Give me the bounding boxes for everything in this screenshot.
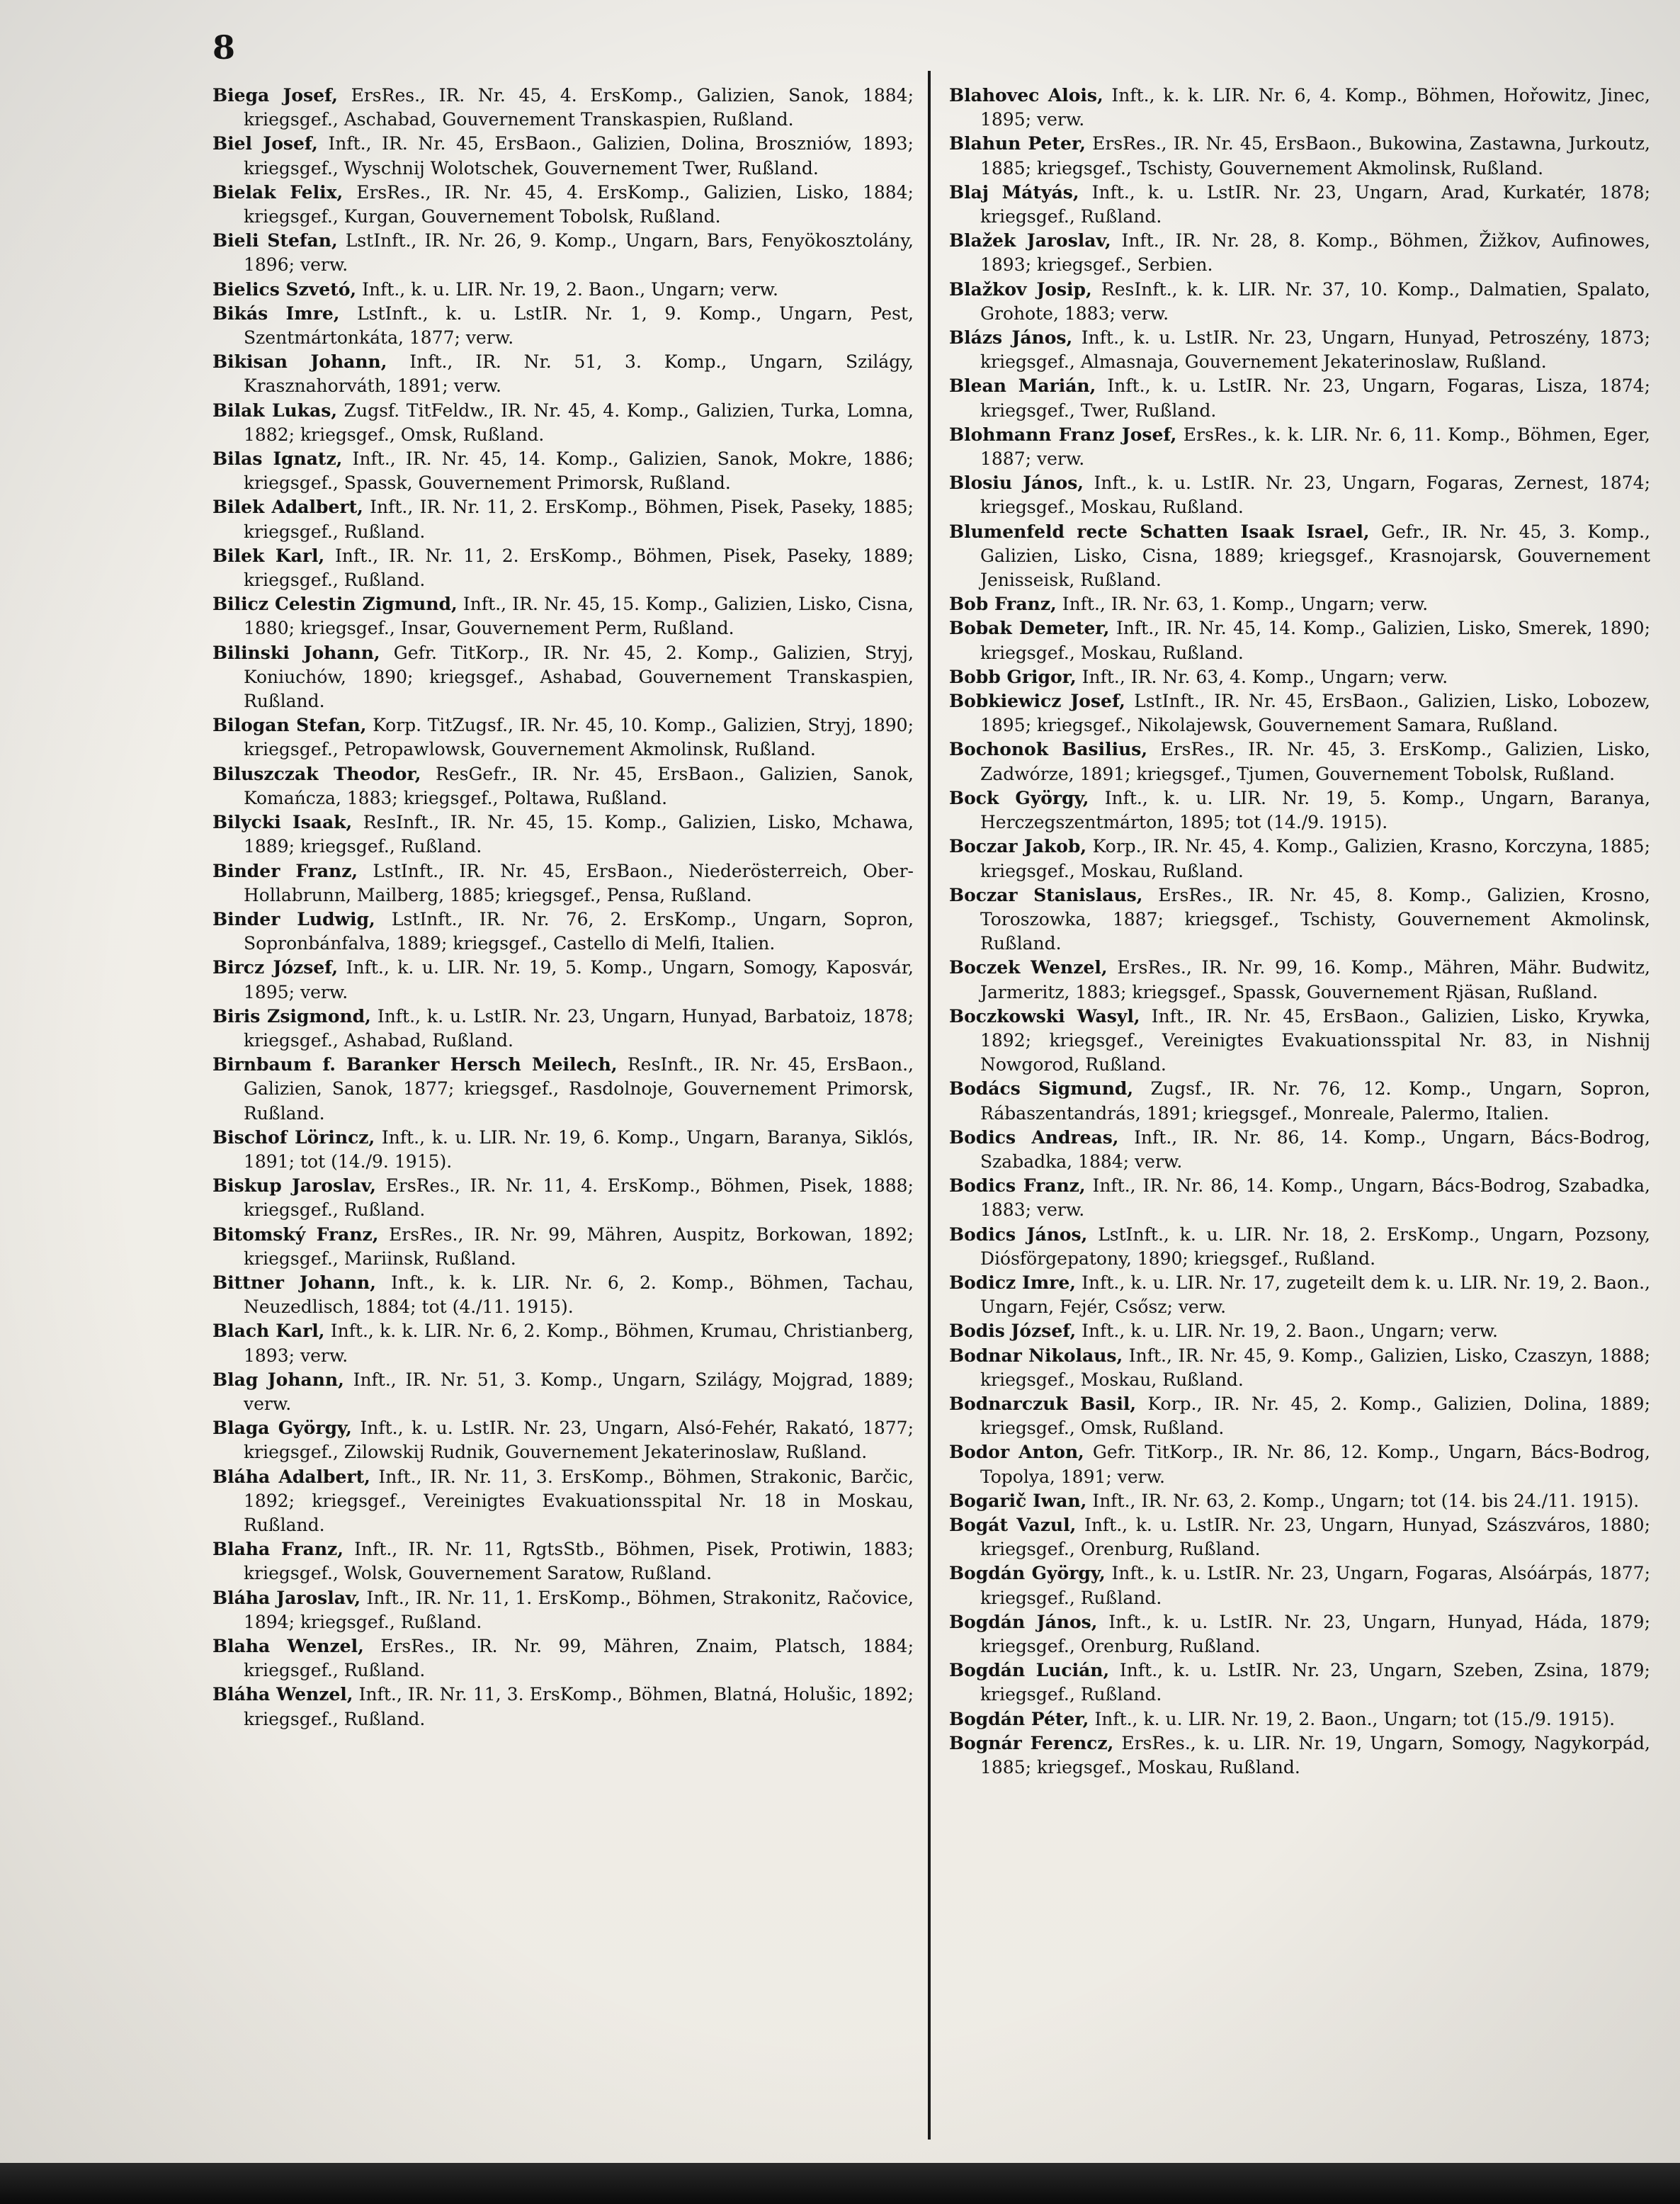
entry-name: Bodics Franz, bbox=[949, 1175, 1086, 1197]
entry-details: Inft., IR. Nr. 63, 1. Komp., Ungarn; verw. bbox=[1056, 594, 1429, 615]
entry-name: Blosiu János, bbox=[949, 473, 1084, 494]
register-entry bbox=[949, 1561, 1650, 1610]
entry-details: Inft., k. k. LIR. Nr. 6, 2. Komp., Böhmen, Krumau, Christianberg, 1893; verw. bbox=[244, 1321, 914, 1366]
register-entry bbox=[212, 229, 914, 277]
entry-name: Biris Zsigmond, bbox=[212, 1005, 371, 1027]
register-entry bbox=[949, 592, 1650, 616]
register-entry bbox=[949, 1610, 1650, 1658]
entry-name: Bilek Karl, bbox=[212, 545, 325, 566]
register-entry bbox=[949, 132, 1650, 180]
entry-details: LstInft., IR. Nr. 45, ErsBaon., Galizien, Lisko, Lobozew, 1895; kriegsgef., Nikolajewsk, Gouvernement Samara, Rußland. bbox=[980, 691, 1650, 736]
entry-details: ResInft., IR. Nr. 45, ErsBaon., Galizien, Sanok, 1877; kriegsgef., Rasdolnoje, Gouvernement Primorsk, Rußland. bbox=[244, 1054, 914, 1124]
entry-name: Boczar Jakob, bbox=[949, 836, 1087, 857]
register-entry bbox=[212, 1005, 914, 1053]
register-entry bbox=[212, 1368, 914, 1416]
entry-name: Bielics Szvetó, bbox=[212, 278, 357, 300]
register-entry bbox=[212, 1223, 914, 1271]
entry-details: Inft., k. u. LIR. Nr. 19, 6. Komp., Ungarn, Baranya, Siklós, 1891; tot (14./9. 1915). bbox=[244, 1126, 914, 1172]
entry-details: Inft., k. u. LstIR. Nr. 23, Ungarn, Hunyad, Háda, 1879; kriegsgef., Orenburg, Rußland. bbox=[980, 1611, 1650, 1656]
register-entry bbox=[212, 181, 914, 229]
register-entry bbox=[949, 835, 1650, 883]
entry-details: Inft., k. u. LIR. Nr. 19, 5. Komp., Ungarn, Baranya, Herczegszentmárton, 1895; tot (14./9. 1915). bbox=[980, 787, 1650, 833]
entry-details: Inft., IR. Nr. 45, ErsBaon., Galizien, Lisko, Krywka, 1892; kriegsgef., Vereinigtes Evakuationsspital Nr. 83, in Nishnij Nowgorod, Rußland. bbox=[980, 1005, 1650, 1075]
entry-name: Blažek Jaroslav, bbox=[949, 230, 1111, 252]
register-entry bbox=[212, 908, 914, 956]
entry-details: Inft., IR. Nr. 28, 8. Komp., Böhmen, Žižkov, Aufinowes, 1893; kriegsgef., Serbien. bbox=[980, 230, 1650, 276]
entry-name: Bikás Imre, bbox=[212, 303, 340, 324]
entry-name: Bieli Stefan, bbox=[212, 230, 338, 252]
register-entry bbox=[212, 495, 914, 543]
entry-name: Bláha Jaroslav, bbox=[212, 1587, 361, 1608]
register-entry bbox=[212, 1053, 914, 1126]
entry-name: Bilas Ignatz, bbox=[212, 448, 343, 470]
entry-name: Blag Johann, bbox=[212, 1369, 344, 1390]
entry-name: Bock György, bbox=[949, 787, 1089, 808]
entry-details: Inft., k. u. LstIR. Nr. 23, Ungarn, Hunyad, Szászváros, 1880; kriegsgef., Orenburg, Rußland. bbox=[980, 1514, 1650, 1560]
entry-name: Bobak Demeter, bbox=[949, 618, 1110, 639]
entry-details: LstInft., k. u. LstIR. Nr. 1, 9. Komp., Ungarn, Pest, Szentmártonkáta, 1877; verw. bbox=[244, 303, 914, 349]
register-entry bbox=[212, 1271, 914, 1319]
entry-details: Inft., IR. Nr. 11, 2. ErsKomp., Böhmen, Pisek, Paseky, 1889; kriegsgef., Rußland. bbox=[244, 545, 914, 591]
entry-details: Inft., k. k. LIR. Nr. 6, 2. Komp., Böhmen, Tachau, Neuzedlisch, 1884; tot (4./11. 1915). bbox=[244, 1272, 914, 1318]
entry-details: Inft., k. u. LstIR. Nr. 23, Ungarn, Arad, Kurkatér, 1878; kriegsgef., Rußland. bbox=[980, 181, 1650, 227]
entry-name: Bognár Ferencz, bbox=[949, 1732, 1114, 1753]
entry-name: Blažkov Josip, bbox=[949, 278, 1092, 300]
entry-name: Bikisan Johann, bbox=[212, 351, 387, 373]
entry-name: Bláha Wenzel, bbox=[212, 1684, 353, 1705]
entry-name: Bodics Andreas, bbox=[949, 1126, 1119, 1148]
register-entry bbox=[949, 84, 1650, 132]
entry-details: Inft., k. u. LstIR. Nr. 23, Ungarn, Fogaras, Zernest, 1874; kriegsgef., Moskau, Rußland. bbox=[980, 473, 1650, 518]
entry-details: Inft., IR. Nr. 45, 9. Komp., Galizien, Lisko, Czaszyn, 1888; kriegsgef., Moskau, Rußland. bbox=[980, 1345, 1650, 1390]
entry-name: Biega Josef, bbox=[212, 85, 338, 106]
register-entry bbox=[949, 1223, 1650, 1271]
register-entry bbox=[212, 1319, 914, 1367]
entry-name: Blean Marián, bbox=[949, 375, 1096, 397]
entry-details: ErsRes., IR. Nr. 99, Mähren, Znaim, Platsch, 1884; kriegsgef., Rußland. bbox=[244, 1636, 914, 1681]
register-entry bbox=[949, 423, 1650, 471]
entry-details: LstInft., IR. Nr. 45, ErsBaon., Niederösterreich, Ober-Hollabrunn, Mailberg, 1885; kriegsgef., Pensa, Rußland. bbox=[244, 860, 914, 905]
entry-details: Inft., k. u. LstIR. Nr. 23, Ungarn, Szeben, Zsina, 1879; kriegsgef., Rußland. bbox=[980, 1660, 1650, 1705]
register-entry bbox=[212, 713, 914, 762]
entry-details: ResGefr., IR. Nr. 45, ErsBaon., Galizien, Sanok, Komańcza, 1883; kriegsgef., Poltawa, Rußland. bbox=[244, 763, 914, 808]
register-entry bbox=[212, 1465, 914, 1538]
entry-details: Inft., k. u. LstIR. Nr. 23, Ungarn, Hunyad, Barbatoiz, 1878; kriegsgef., Ashabad, Rußland. bbox=[244, 1005, 914, 1051]
entry-details: ErsRes., IR. Nr. 99, 16. Komp., Mähren, Mähr. Budwitz, Jarmeritz, 1883; kriegsgef., Spassk, Gouvernement Rjäsan, Rußland. bbox=[980, 957, 1650, 1002]
register-entry bbox=[949, 1126, 1650, 1174]
register-entry bbox=[212, 447, 914, 495]
entry-details: Inft., IR. Nr. 86, 14. Komp., Ungarn, Bács-Bodrog, Szabadka, 1884; verw. bbox=[980, 1126, 1650, 1172]
register-entry bbox=[212, 1126, 914, 1174]
entry-details: Inft., IR. Nr. 45, 15. Komp., Galizien, Lisko, Cisna, 1880; kriegsgef., Insar, Gouvernement Perm, Rußland. bbox=[244, 594, 914, 639]
register-entry bbox=[212, 1416, 914, 1464]
register-entry bbox=[949, 1174, 1650, 1222]
entry-name: Binder Franz, bbox=[212, 860, 358, 881]
entry-details: Inft., IR. Nr. 63, 4. Komp., Ungarn; verw. bbox=[1076, 666, 1448, 687]
entry-details: ErsRes., IR. Nr. 99, Mähren, Auspitz, Borkowan, 1892; kriegsgef., Mariinsk, Rußland. bbox=[244, 1223, 914, 1269]
entry-details: Inft., IR. Nr. 45, 14. Komp., Galizien, Sanok, Mokre, 1886; kriegsgef., Spassk, Gouvernement Primorsk, Rußland. bbox=[244, 448, 914, 494]
register-entry bbox=[949, 1489, 1650, 1513]
register-entry bbox=[949, 1319, 1650, 1343]
entry-details: ResInft., IR. Nr. 45, 15. Komp., Galizien, Lisko, Mchawa, 1889; kriegsgef., Rußland. bbox=[244, 812, 914, 857]
entry-name: Bodnarczuk Basil, bbox=[949, 1393, 1137, 1414]
entry-name: Bogdán Péter, bbox=[949, 1708, 1089, 1729]
entry-name: Bobb Grigor, bbox=[949, 666, 1077, 687]
entry-details: LstInft., IR. Nr. 76, 2. ErsKomp., Ungarn, Sopron, Sopronbánfalva, 1889; kriegsgef., Castello di Melfi, Italien. bbox=[244, 908, 914, 954]
entry-name: Bob Franz, bbox=[949, 594, 1057, 615]
entry-name: Blaga György, bbox=[212, 1418, 352, 1439]
register-entry bbox=[949, 181, 1650, 229]
entry-details: ErsRes., IR. Nr. 45, 3. ErsKomp., Galizien, Lisko, Zadwórze, 1891; kriegsgef., Tjumen, Gouvernement Tobolsk, Rußland. bbox=[980, 739, 1650, 784]
entry-details: Inft., k. u. LIR. Nr. 17, zugeteilt dem k. u. LIR. Nr. 19, 2. Baon., Ungarn, Fejér, Csősz; verw. bbox=[980, 1272, 1650, 1318]
entry-name: Bischof Lörincz, bbox=[212, 1126, 375, 1148]
register-entry bbox=[949, 1271, 1650, 1319]
entry-name: Bláha Adalbert, bbox=[212, 1466, 370, 1487]
entry-details: LstInft., k. u. LIR. Nr. 18, 2. ErsKomp., Ungarn, Pozsony, Diósförgepatony, 1890; kriegsgef., Rußland. bbox=[980, 1223, 1650, 1269]
register-entry bbox=[949, 1440, 1650, 1488]
entry-details: Gefr., IR. Nr. 45, 3. Komp., Galizien, Lisko, Cisna, 1889; kriegsgef., Krasnojarsk, Gouvernement Jenisseisk, Rußland. bbox=[980, 521, 1650, 591]
entry-name: Biskup Jaroslav, bbox=[212, 1175, 376, 1197]
entry-name: Bodics János, bbox=[949, 1223, 1088, 1245]
entry-details: Inft., IR. Nr. 51, 3. Komp., Ungarn, Szilágy, Mojgrad, 1889; verw. bbox=[244, 1369, 914, 1414]
entry-name: Bielak Felix, bbox=[212, 181, 344, 203]
right-column bbox=[949, 84, 1650, 2152]
entry-details: Inft., k. u. LIR. Nr. 19, 5. Komp., Ungarn, Somogy, Kaposvár, 1895; verw. bbox=[244, 957, 914, 1002]
entry-details: ErsRes., k. k. LIR. Nr. 6, 11. Komp., Böhmen, Eger, 1887; verw. bbox=[980, 424, 1650, 470]
entry-name: Bogát Vazul, bbox=[949, 1514, 1077, 1535]
entry-details: Korp., IR. Nr. 45, 2. Komp., Galizien, Dolina, 1889; kriegsgef., Omsk, Rußland. bbox=[980, 1393, 1650, 1439]
entry-name: Bobkiewicz Josef, bbox=[949, 691, 1125, 712]
register-entry bbox=[949, 278, 1650, 326]
entry-details: ResInft., k. k. LIR. Nr. 37, 10. Komp., Dalmatien, Spalato, Grohote, 1883; verw. bbox=[980, 278, 1650, 324]
register-entry bbox=[212, 399, 914, 447]
register-entry bbox=[949, 883, 1650, 956]
entry-details: ErsRes., IR. Nr. 45, 4. ErsKomp., Galizien, Lisko, 1884; kriegsgef., Kurgan, Gouvernement Tobolsk, Rußland. bbox=[244, 181, 914, 227]
entry-details: ErsRes., IR. Nr. 45, 8. Komp., Galizien, Krosno, Toroszowka, 1887; kriegsgef., Tschisty, Gouvernement Akmolinsk, Rußland. bbox=[980, 884, 1650, 954]
entry-details: Inft., k. u. LIR. Nr. 19, 2. Baon., Ungarn; verw. bbox=[1076, 1321, 1498, 1342]
entry-details: ErsRes., IR. Nr. 45, 4. ErsKomp., Galizien, Sanok, 1884; kriegsgef., Aschabad, Gouvernement Transkaspien, Rußland. bbox=[244, 85, 914, 130]
entry-details: Inft., IR. Nr. 51, 3. Komp., Ungarn, Szilágy, Krasznahorváth, 1891; verw. bbox=[244, 351, 914, 397]
left-column bbox=[212, 84, 914, 2152]
register-entry bbox=[949, 1707, 1650, 1731]
entry-details: Inft., k. k. LIR. Nr. 6, 4. Komp., Böhmen, Hořowitz, Jinec, 1895; verw. bbox=[980, 85, 1650, 130]
entry-details: Inft., IR. Nr. 11, 3. ErsKomp., Böhmen, Strakonic, Barčic, 1892; kriegsgef., Vereinigtes Evakuationsspital Nr. 18 in Moskau, Rußland. bbox=[244, 1466, 914, 1535]
entry-name: Boczar Stanislaus, bbox=[949, 884, 1143, 905]
entry-name: Bilycki Isaak, bbox=[212, 812, 353, 833]
entry-name: Bogdán János, bbox=[949, 1611, 1098, 1632]
register-entry bbox=[212, 1683, 914, 1731]
entry-name: Bilek Adalbert, bbox=[212, 497, 363, 518]
register-entry bbox=[949, 1392, 1650, 1440]
entry-name: Bodnar Nikolaus, bbox=[949, 1345, 1123, 1366]
register-entry bbox=[212, 84, 914, 132]
register-entry bbox=[212, 956, 914, 1004]
register-entry bbox=[949, 1005, 1650, 1078]
entry-name: Binder Ludwig, bbox=[212, 908, 375, 929]
entry-name: Boczkowski Wasyl, bbox=[949, 1005, 1140, 1027]
register-entry bbox=[212, 762, 914, 810]
entry-name: Blahovec Alois, bbox=[949, 85, 1103, 106]
entry-name: Biluszczak Theodor, bbox=[212, 763, 421, 784]
entry-name: Bilak Lukas, bbox=[212, 400, 338, 421]
entry-details: Inft., IR. Nr. 11, 3. ErsKomp., Böhmen, Blatná, Holušic, 1892; kriegsgef., Rußland. bbox=[244, 1684, 914, 1729]
entry-name: Boczek Wenzel, bbox=[949, 957, 1108, 978]
register-entry bbox=[949, 1731, 1650, 1780]
register-entry bbox=[212, 1634, 914, 1683]
register-entry bbox=[212, 278, 914, 302]
entry-details: Inft., k. u. LIR. Nr. 19, 2. Baon., Ungarn; tot (15./9. 1915). bbox=[1089, 1708, 1616, 1729]
entry-name: Bilogan Stefan, bbox=[212, 715, 367, 736]
entry-details: Inft., k. u. LIR. Nr. 19, 2. Baon., Ungarn; verw. bbox=[356, 278, 778, 300]
entry-name: Blaha Franz, bbox=[212, 1539, 344, 1560]
entry-name: Bodács Sigmund, bbox=[949, 1078, 1134, 1100]
register-entry bbox=[212, 302, 914, 350]
register-entry bbox=[949, 229, 1650, 277]
register-entry bbox=[212, 132, 914, 180]
entry-name: Bogdán György, bbox=[949, 1563, 1106, 1584]
register-entry bbox=[949, 689, 1650, 738]
entry-name: Blaj Mátyás, bbox=[949, 181, 1079, 203]
entry-details: Gefr. TitKorp., IR. Nr. 45, 2. Komp., Galizien, Stryj, Koniuchów, 1890; kriegsgef., Ashabad, Gouvernement Transkaspien, Rußland. bbox=[244, 642, 914, 712]
entry-name: Birnbaum f. Baranker Hersch Meilech, bbox=[212, 1054, 618, 1075]
entry-details: Inft., IR. Nr. 11, 1. ErsKomp., Böhmen, Strakonitz, Račovice, 1894; kriegsgef., Rußland. bbox=[244, 1587, 914, 1632]
register-entry bbox=[212, 1586, 914, 1634]
register-entry bbox=[949, 738, 1650, 786]
scan-border bbox=[0, 2163, 1680, 2204]
entry-details: Korp. TitZugsf., IR. Nr. 45, 10. Komp., Galizien, Stryj, 1890; kriegsgef., Petropawlowsk, Gouvernement Akmolinsk, Rußland. bbox=[244, 715, 914, 760]
entry-name: Blach Karl, bbox=[212, 1321, 325, 1342]
register-entry bbox=[212, 641, 914, 714]
entry-name: Bircz József, bbox=[212, 957, 339, 978]
entry-details: Inft., IR. Nr. 11, RgtsStb., Böhmen, Pisek, Protiwin, 1883; kriegsgef., Wolsk, Gouvernement Saratow, Rußland. bbox=[244, 1539, 914, 1584]
entry-details: Inft., IR. Nr. 86, 14. Komp., Ungarn, Bács-Bodrog, Szabadka, 1883; verw. bbox=[980, 1175, 1650, 1221]
entry-details: Korp., IR. Nr. 45, 4. Komp., Galizien, Krasno, Korczyna, 1885; kriegsgef., Moskau, Rußland. bbox=[980, 836, 1650, 881]
register-entry bbox=[949, 520, 1650, 593]
entry-details: Inft., k. u. LstIR. Nr. 23, Ungarn, Alsó-Fehér, Rakató, 1877; kriegsgef., Zilowskij Rudnik, Gouvernement Jekaterinoslaw, Rußland. bbox=[244, 1418, 914, 1463]
entry-name: Bogdán Lucián, bbox=[949, 1660, 1110, 1681]
entry-details: Inft., IR. Nr. 11, 2. ErsKomp., Böhmen, Pisek, Paseky, 1885; kriegsgef., Rußland. bbox=[244, 497, 914, 542]
entry-name: Bodis József, bbox=[949, 1321, 1077, 1342]
register-entry bbox=[212, 544, 914, 592]
entry-details: ErsRes., IR. Nr. 11, 4. ErsKomp., Böhmen, Pisek, 1888; kriegsgef., Rußland. bbox=[244, 1175, 914, 1221]
page-number: 8 bbox=[212, 28, 236, 67]
register-entry bbox=[949, 1077, 1650, 1125]
register-entry bbox=[949, 616, 1650, 665]
entry-name: Biel Josef, bbox=[212, 133, 318, 154]
entry-name: Bodicz Imre, bbox=[949, 1272, 1077, 1293]
entry-details: Inft., k. u. LstIR. Nr. 23, Ungarn, Hunyad, Petroszény, 1873; kriegsgef., Almasnaja, Gouvernement Jekaterinoslaw, Rußland. bbox=[980, 327, 1650, 373]
entry-name: Bitomský Franz, bbox=[212, 1223, 379, 1245]
entry-name: Bodor Anton, bbox=[949, 1442, 1084, 1463]
register-entry bbox=[949, 956, 1650, 1004]
entry-details: Inft., k. u. LstIR. Nr. 23, Ungarn, Fogaras, Alsóárpás, 1877; kriegsgef., Rußland. bbox=[980, 1563, 1650, 1608]
register-entry bbox=[949, 1658, 1650, 1707]
entry-name: Blumenfeld recte Schatten Isaak Israel, bbox=[949, 521, 1370, 542]
entry-details: ErsRes., k. u. LIR. Nr. 19, Ungarn, Somogy, Nagykorpád, 1885; kriegsgef., Moskau, Rußland. bbox=[980, 1732, 1650, 1778]
entry-details: Inft., IR. Nr. 45, 14. Komp., Galizien, Lisko, Smerek, 1890; kriegsgef., Moskau, Rußland. bbox=[980, 618, 1650, 663]
entry-name: Blaha Wenzel, bbox=[212, 1636, 364, 1656]
register-entry bbox=[212, 350, 914, 398]
entry-details: Gefr. TitKorp., IR. Nr. 86, 12. Komp., Ungarn, Bács-Bodrog, Topolya, 1891; verw. bbox=[980, 1442, 1650, 1487]
entry-name: Blahun Peter, bbox=[949, 133, 1086, 154]
register-entry bbox=[212, 1537, 914, 1586]
entry-name: Bochonok Basilius, bbox=[949, 739, 1148, 760]
column-divider bbox=[928, 71, 931, 2140]
register-entry bbox=[212, 810, 914, 859]
entry-name: Bilinski Johann, bbox=[212, 642, 380, 663]
register-entry bbox=[949, 786, 1650, 835]
entry-name: Blázs János, bbox=[949, 327, 1073, 349]
entry-details: Zugsf. TitFeldw., IR. Nr. 45, 4. Komp., Galizien, Turka, Lomna, 1882; kriegsgef., Omsk, Rußland. bbox=[244, 400, 914, 445]
entry-details: Inft., IR. Nr. 63, 2. Komp., Ungarn; tot (14. bis 24./11. 1915). bbox=[1086, 1490, 1640, 1511]
register-entry bbox=[949, 1513, 1650, 1561]
entry-details: Zugsf., IR. Nr. 76, 12. Komp., Ungarn, Sopron, Rábaszentandrás, 1891; kriegsgef., Monreale, Palermo, Italien. bbox=[980, 1078, 1650, 1124]
entry-name: Blohmann Franz Josef, bbox=[949, 424, 1177, 445]
entry-name: Bilicz Celestin Zigmund, bbox=[212, 594, 458, 615]
register-entry bbox=[212, 859, 914, 908]
register-entry bbox=[949, 326, 1650, 374]
register-entry bbox=[949, 374, 1650, 422]
register-entry bbox=[949, 1344, 1650, 1392]
entry-details: Inft., k. u. LstIR. Nr. 23, Ungarn, Fogaras, Lisza, 1874; kriegsgef., Twer, Rußland. bbox=[980, 375, 1650, 421]
entry-details: Inft., IR. Nr. 45, ErsBaon., Galizien, Dolina, Broszniów, 1893; kriegsgef., Wyschnij Wolotschek, Gouvernement Twer, Rußland. bbox=[244, 133, 914, 179]
register-entry bbox=[949, 471, 1650, 519]
entry-name: Bogarič Iwan, bbox=[949, 1490, 1087, 1511]
register-entry bbox=[212, 1174, 914, 1222]
register-entry bbox=[212, 592, 914, 640]
entry-details: LstInft., IR. Nr. 26, 9. Komp., Ungarn, Bars, Fenyökosztolány, 1896; verw. bbox=[244, 230, 914, 276]
entry-name: Bittner Johann, bbox=[212, 1272, 376, 1293]
entry-details: ErsRes., IR. Nr. 45, ErsBaon., Bukowina, Zastawna, Jurkoutz, 1885; kriegsgef., Tschisty, Gouvernement Akmolinsk, Rußland. bbox=[980, 133, 1650, 179]
register-entry bbox=[949, 665, 1650, 689]
